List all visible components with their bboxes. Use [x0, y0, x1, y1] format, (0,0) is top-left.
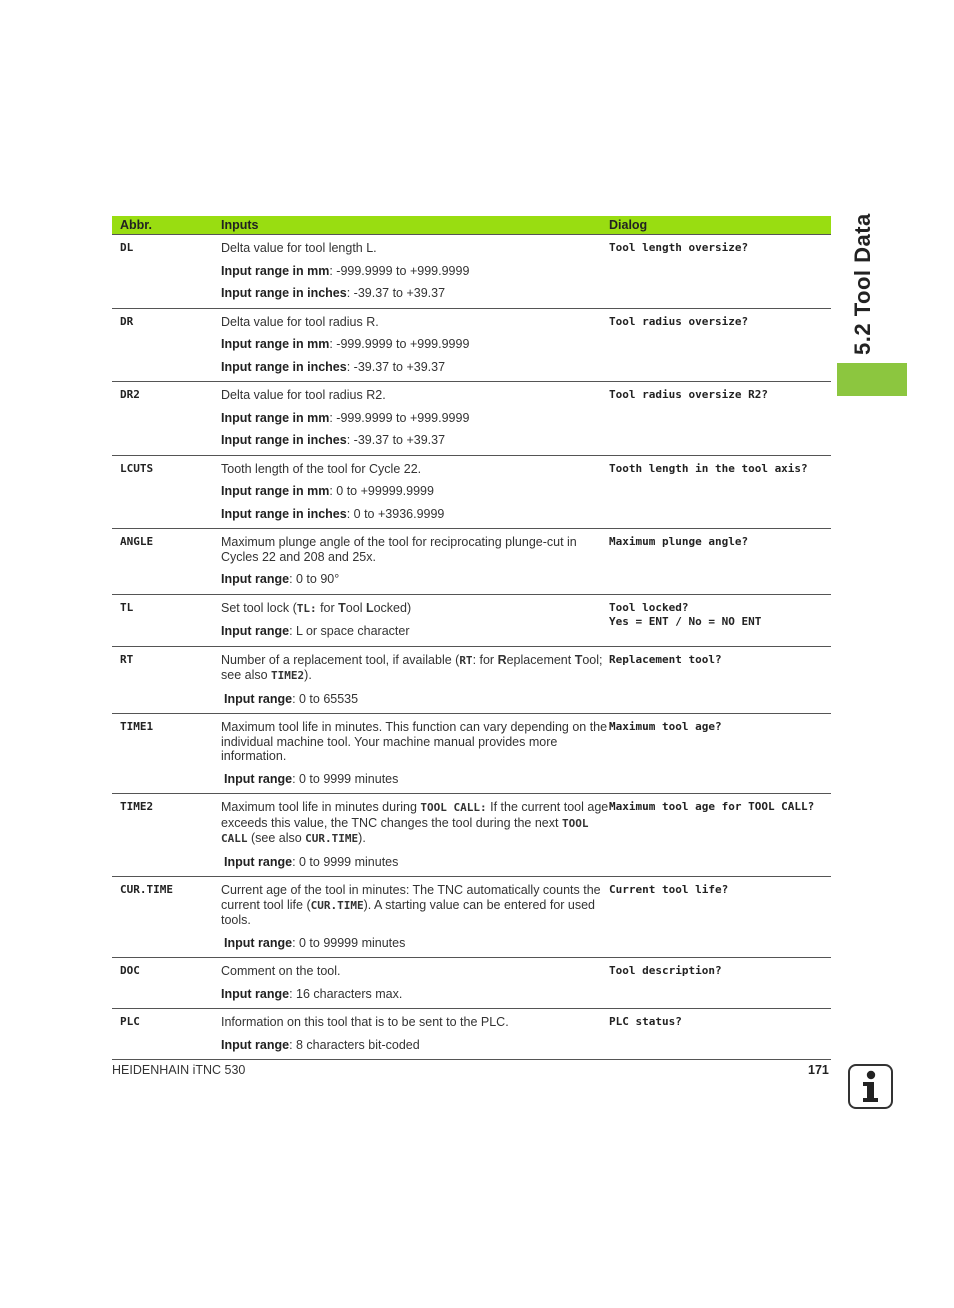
desc-text: Maximum tool life in minutes during [221, 800, 421, 814]
table-row [112, 647, 831, 715]
row-range [221, 772, 609, 787]
desc-code: CUR.TIME [305, 832, 359, 845]
desc-code: TIME2 [271, 669, 305, 682]
row-description: Delta value for tool length L. [221, 241, 377, 255]
range-value: : 0 to 99999 minutes [292, 935, 406, 950]
header-inputs: Inputs [221, 218, 259, 232]
range-value: : 16 characters max. [289, 986, 403, 1001]
desc-text: Current age of the tool in minutes: The TNC automatically counts the current tool life ( [221, 883, 601, 912]
table-row [112, 714, 831, 794]
row-description: Comment on the tool. [221, 964, 341, 978]
info-icon [848, 1064, 893, 1109]
range-label: Input range in mm [221, 410, 330, 425]
range-label: Input range [224, 854, 293, 869]
range-value: : 8 characters bit-coded [289, 1037, 420, 1052]
row-dialog: Maximum tool age for TOOL CALL? [609, 800, 815, 813]
row-range [221, 337, 609, 352]
desc-text: for [316, 600, 339, 615]
row-range [221, 484, 609, 499]
row-abbr: DOC [120, 964, 140, 977]
page-number: 171 [808, 1063, 829, 1077]
row-abbr: DR [120, 314, 134, 328]
row-dialog: Tool radius oversize R2? [609, 388, 768, 401]
range-label: Input range in mm [221, 484, 330, 498]
row-description: Delta value for tool radius R. [221, 314, 379, 329]
row-range [221, 692, 609, 707]
row-range [221, 1038, 609, 1053]
row-abbr: TIME1 [120, 720, 154, 733]
row-abbr: LCUTS [120, 461, 154, 475]
desc-text: : for [472, 652, 498, 667]
range-label: Input range in mm [221, 263, 330, 278]
row-abbr: ANGLE [120, 535, 154, 548]
row-range [221, 286, 609, 301]
range-value: : L or space character [289, 624, 410, 638]
row-description [221, 883, 609, 928]
row-inputs [221, 382, 609, 455]
row-inputs [221, 1009, 609, 1059]
row-range [221, 572, 609, 587]
desc-text: ool [345, 600, 366, 615]
row-range [221, 624, 609, 639]
row-abbr: TL [120, 600, 134, 614]
range-label: Input range in inches [221, 506, 347, 521]
row-abbr: DL [120, 241, 134, 254]
desc-text: Set tool lock ( [221, 600, 297, 615]
table-row [112, 877, 831, 958]
table-row [112, 382, 831, 456]
row-range [221, 936, 609, 951]
row-dialog: Maximum plunge angle? [609, 535, 749, 548]
row-description [221, 800, 609, 847]
row-range [221, 411, 609, 426]
row-dialog: Replacement tool? [609, 652, 722, 666]
desc-text: ocked) [373, 600, 412, 615]
range-label: Input range in inches [221, 286, 347, 300]
desc-text: ). [304, 668, 312, 682]
table-row [112, 456, 831, 530]
row-description [221, 601, 609, 617]
row-range [221, 433, 609, 448]
chapter-tab-marker [837, 363, 907, 396]
row-inputs [221, 595, 609, 646]
row-inputs [221, 529, 609, 594]
desc-bold: T [338, 600, 346, 615]
desc-text: Number of a replacement tool, if available ( [221, 652, 460, 667]
dialog-line: Yes = ENT / No = NO ENT [609, 614, 762, 628]
range-value: : -999.9999 to +999.9999 [329, 263, 470, 278]
range-label: Input range in mm [221, 337, 330, 351]
row-dialog: PLC status? [609, 1015, 682, 1028]
range-value: : -39.37 to +39.37 [346, 286, 446, 300]
range-label: Input range [224, 935, 293, 950]
range-label: Input range [224, 771, 293, 786]
row-abbr: DR2 [120, 388, 140, 401]
desc-bold: R [497, 652, 507, 667]
range-label: Input range [221, 986, 290, 1001]
range-value: : -39.37 to +39.37 [346, 359, 446, 374]
row-description: Information on this tool that is to be sent to the PLC. [221, 1015, 509, 1029]
row-abbr: PLC [120, 1015, 140, 1028]
table-row [112, 309, 831, 383]
row-inputs [221, 235, 609, 308]
table-row [112, 958, 831, 1009]
desc-text: If the current tool age exceeds this value, the TNC changes the tool during the next [221, 800, 609, 830]
row-dialog [609, 595, 831, 646]
row-inputs [221, 714, 609, 793]
row-inputs [221, 647, 609, 714]
footer-product: HEIDENHAIN iTNC 530 [112, 1063, 246, 1077]
range-label: Input range [224, 691, 293, 706]
range-label: Input range in inches [221, 359, 347, 374]
desc-text: ool; see also [221, 652, 603, 682]
range-label: Input range [221, 572, 290, 586]
range-value: : -39.37 to +39.37 [346, 433, 446, 447]
row-dialog: Tool length oversize? [609, 241, 749, 254]
row-dialog: Tool description? [609, 964, 722, 977]
header-abbr: Abbr. [120, 218, 152, 232]
table-row [112, 529, 831, 595]
desc-bold: L [365, 600, 374, 615]
table-row [112, 235, 831, 309]
table-row [112, 1009, 831, 1060]
table-header [112, 216, 831, 235]
row-description: Maximum tool life in minutes. This function can vary depending on the individual machine tool. Your machine manual provides more information. [221, 720, 608, 763]
range-value: : 0 to 65535 [292, 691, 359, 706]
range-value: : 0 to 9999 minutes [292, 854, 399, 869]
desc-text: ). [358, 831, 366, 845]
desc-code: RT [459, 653, 473, 667]
row-dialog: Tooth length in the tool axis? [609, 461, 808, 475]
tool-data-table [112, 216, 831, 1060]
range-value: : -999.9999 to +999.9999 [329, 410, 470, 425]
row-description: Tooth length of the tool for Cycle 22. [221, 461, 422, 476]
desc-code: TL: [296, 601, 317, 615]
row-dialog: Maximum tool age? [609, 720, 722, 733]
row-range [221, 360, 609, 375]
row-description [221, 653, 609, 684]
row-description: Maximum plunge angle of the tool for reciprocating plunge-cut in Cycles 22 and 208 and 25x. [221, 535, 577, 564]
desc-bold: T [574, 652, 583, 667]
header-dialog: Dialog [609, 218, 648, 232]
row-inputs [221, 309, 609, 382]
range-value: : 0 to 90° [289, 572, 340, 586]
row-abbr: TIME2 [120, 800, 154, 813]
row-range [221, 264, 609, 279]
table-row [112, 794, 831, 877]
row-inputs [221, 456, 609, 529]
range-value: : 0 to 9999 minutes [292, 771, 399, 786]
row-range [221, 855, 609, 870]
row-range [221, 987, 609, 1002]
row-inputs [221, 877, 609, 957]
table-row [112, 595, 831, 647]
range-value: : -999.9999 to +999.9999 [329, 337, 470, 351]
range-label: Input range in inches [221, 433, 347, 447]
row-dialog: Current tool life? [609, 883, 729, 896]
range-value: : 0 to +3936.9999 [346, 506, 445, 521]
row-range [221, 507, 609, 522]
row-dialog: Tool radius oversize? [609, 314, 749, 328]
range-label: Input range [221, 1037, 290, 1052]
desc-text: (see also [247, 831, 306, 845]
range-value: : 0 to +99999.9999 [329, 484, 434, 498]
dialog-line: Tool locked? [609, 600, 689, 614]
chapter-side-title: 5.2 Tool Data [850, 213, 875, 355]
desc-code: TOOL CALL [221, 816, 589, 845]
row-description: Delta value for tool radius R2. [221, 388, 386, 402]
row-inputs [221, 958, 609, 1008]
range-label: Input range [221, 624, 290, 638]
desc-text: eplacement [506, 652, 575, 667]
desc-code: TOOL CALL: [420, 801, 487, 814]
row-abbr: RT [120, 652, 134, 666]
desc-code: CUR.TIME [310, 898, 364, 912]
row-abbr: CUR.TIME [120, 883, 173, 896]
desc-text: ). A starting value can be entered for used tools. [221, 897, 596, 927]
row-inputs [221, 794, 609, 876]
